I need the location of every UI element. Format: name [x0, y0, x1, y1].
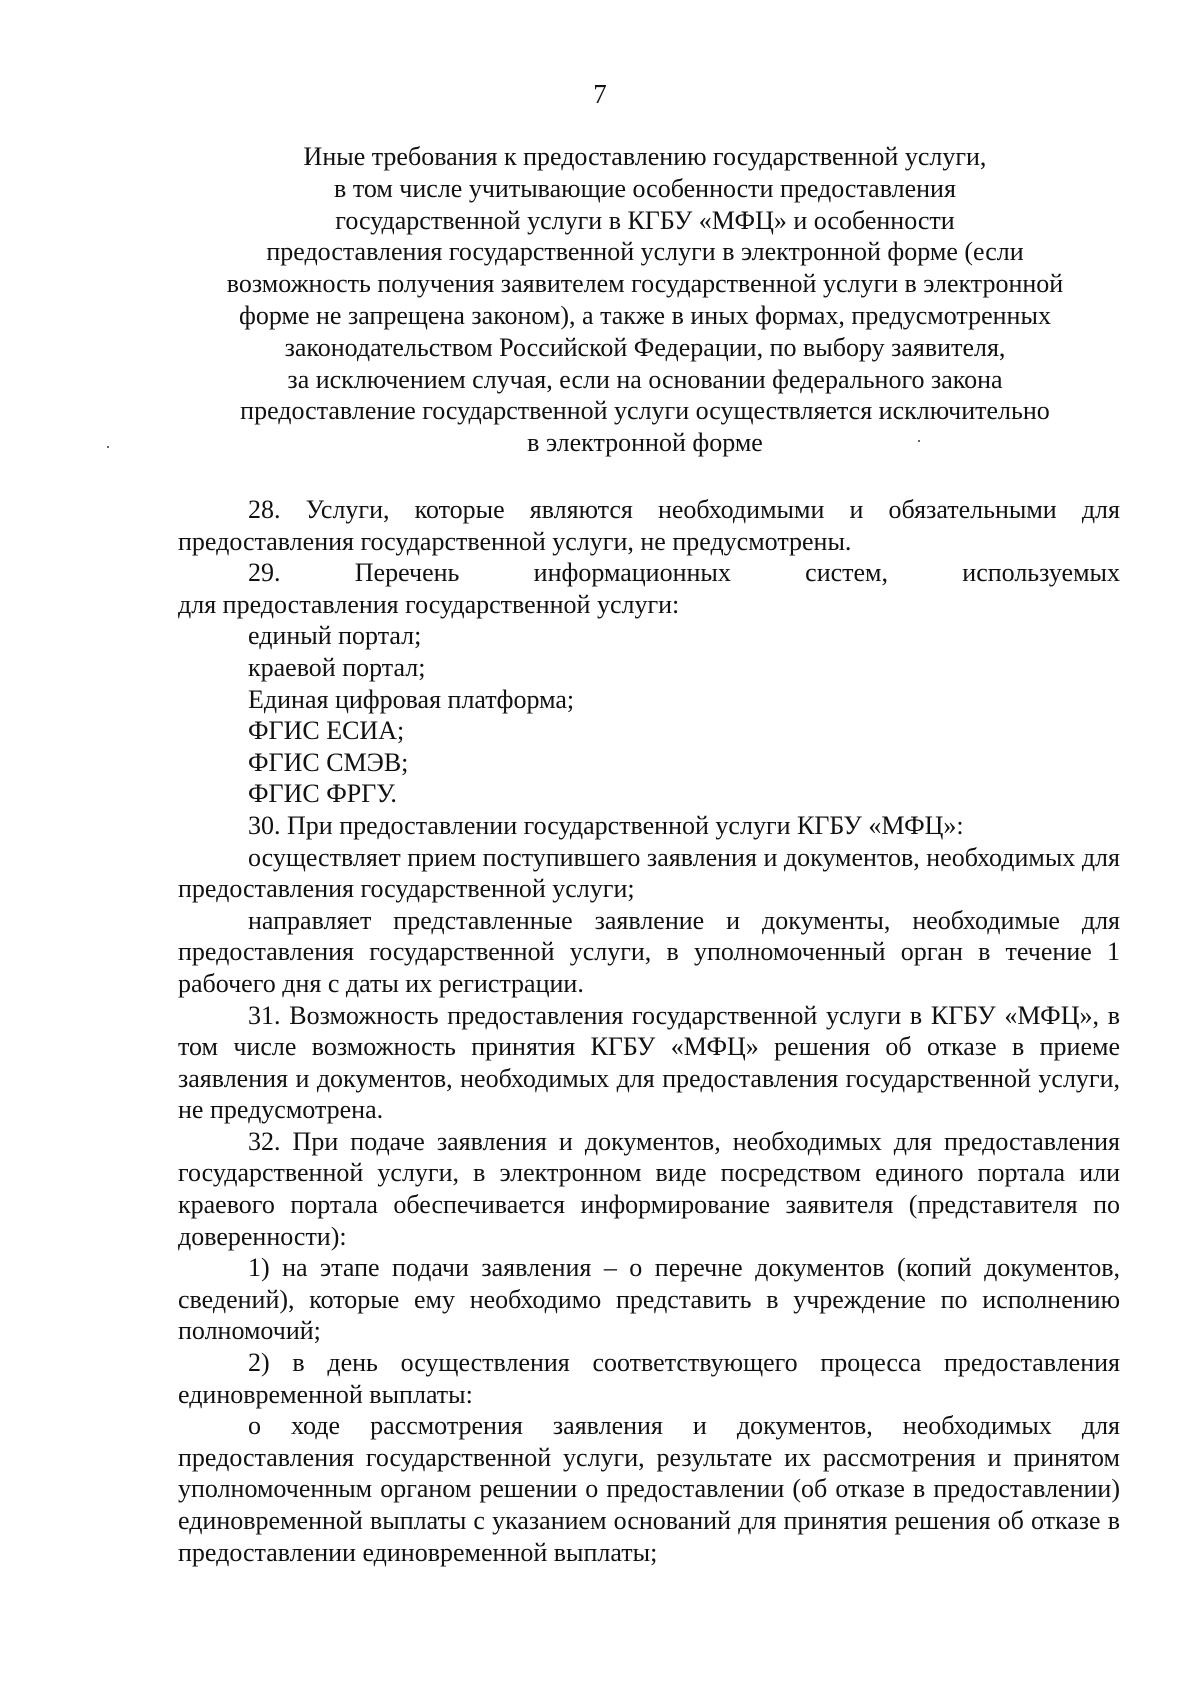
- heading-line: в электронной форме: [527, 428, 763, 458]
- page-number: 7: [593, 79, 607, 109]
- paragraph-29-first-line: 29. Перечень информационных систем, используемых: [248, 558, 1120, 588]
- system-item: единый портал;: [248, 621, 422, 651]
- paragraph-32-item-3: о ходе рассмотрения заявления и документов, необходимых для предоставления государственной услуги, результате их рассмотрения и принятом уполномоченным органом решении о предоставлении (об отказе в предоставлении) единовременной выплаты с указанием оснований для принятия решения об отказе в предоставлении единовременной выплаты;: [178, 1411, 1120, 1567]
- paragraph-29: [178, 557, 1120, 620]
- scan-speck: [107, 446, 109, 448]
- system-item: ФГИС СМЭВ;: [248, 747, 409, 777]
- heading-line: возможность получения заявителем государственной услуги в электронной: [226, 269, 1064, 299]
- paragraph-32: 32. При подаче заявления и документов, необходимых для предоставления государственной услуги, в электронном виде посредством единого портала или краевого портала обеспечивается информирование заявителя (представителя по доверенности):: [178, 1126, 1120, 1251]
- system-item: ФГИС ФРГУ.: [248, 779, 397, 809]
- heading-line: предоставление государственной услуги осуществляется исключительно: [240, 396, 1050, 426]
- paragraph-30-item-b: направляет представленные заявление и документы, необходимые для предоставления государственной услуги, в уполномоченный орган в течение 1 рабочего дня с даты их регистрации.: [178, 905, 1120, 998]
- heading-line: предоставления государственной услуги в электронной форме (если: [266, 237, 1024, 267]
- heading-line: в том числе учитывающие особенности предоставления: [334, 173, 956, 203]
- paragraph-32-item-2: 2) в день осуществления соответствующего процесса предоставления единовременной выплаты:: [178, 1348, 1120, 1409]
- paragraph-32-item-1: 1) на этапе подачи заявления – о перечне документов (копий документов, сведений), которые ему необходимо представить в учреждение по исполнению полномочий;: [178, 1253, 1120, 1346]
- document-body: [178, 494, 1120, 1568]
- paragraph-31: 31. Возможность предоставления государственной услуги в КГБУ «МФЦ», в том числе возможность принятия КГБУ «МФЦ» решения об отказе в приеме заявления и документов, необходимых для предоставления государственной услуги, не предусмотрена.: [178, 1000, 1120, 1125]
- paragraph-28: 28. Услуги, которые являются необходимыми и обязательными для предоставления государственной услуги, не предусмотрены.: [178, 495, 1120, 556]
- system-item: краевой портал;: [248, 652, 426, 682]
- paragraph-30-item-a: осуществляет прием поступившего заявления и документов, необходимых для предоставления государственной услуги;: [178, 842, 1120, 904]
- system-item: Единая цифровая платформа;: [248, 684, 575, 714]
- section-heading: [170, 141, 1120, 459]
- heading-line: Иные требования к предоставлению государственной услуги,: [303, 142, 987, 171]
- system-item: ФГИС ЕСИА;: [248, 716, 405, 746]
- paragraph-29-second-line: для предоставления государственной услуги:: [178, 589, 680, 619]
- heading-line: законодательством Российской Федерации, по выбору заявителя,: [284, 332, 1006, 362]
- scan-speck: [918, 440, 920, 442]
- heading-line: за исключением случая, если на основании федерального закона: [287, 364, 1003, 394]
- heading-line: государственной услуги в КГБУ «МФЦ» и особенности: [335, 205, 955, 235]
- heading-line: форме не запрещена законом), а также в иных формах, предусмотренных: [239, 300, 1051, 330]
- paragraph-30: 30. При предоставлении государственной услуги КГБУ «МФЦ»:: [248, 810, 964, 840]
